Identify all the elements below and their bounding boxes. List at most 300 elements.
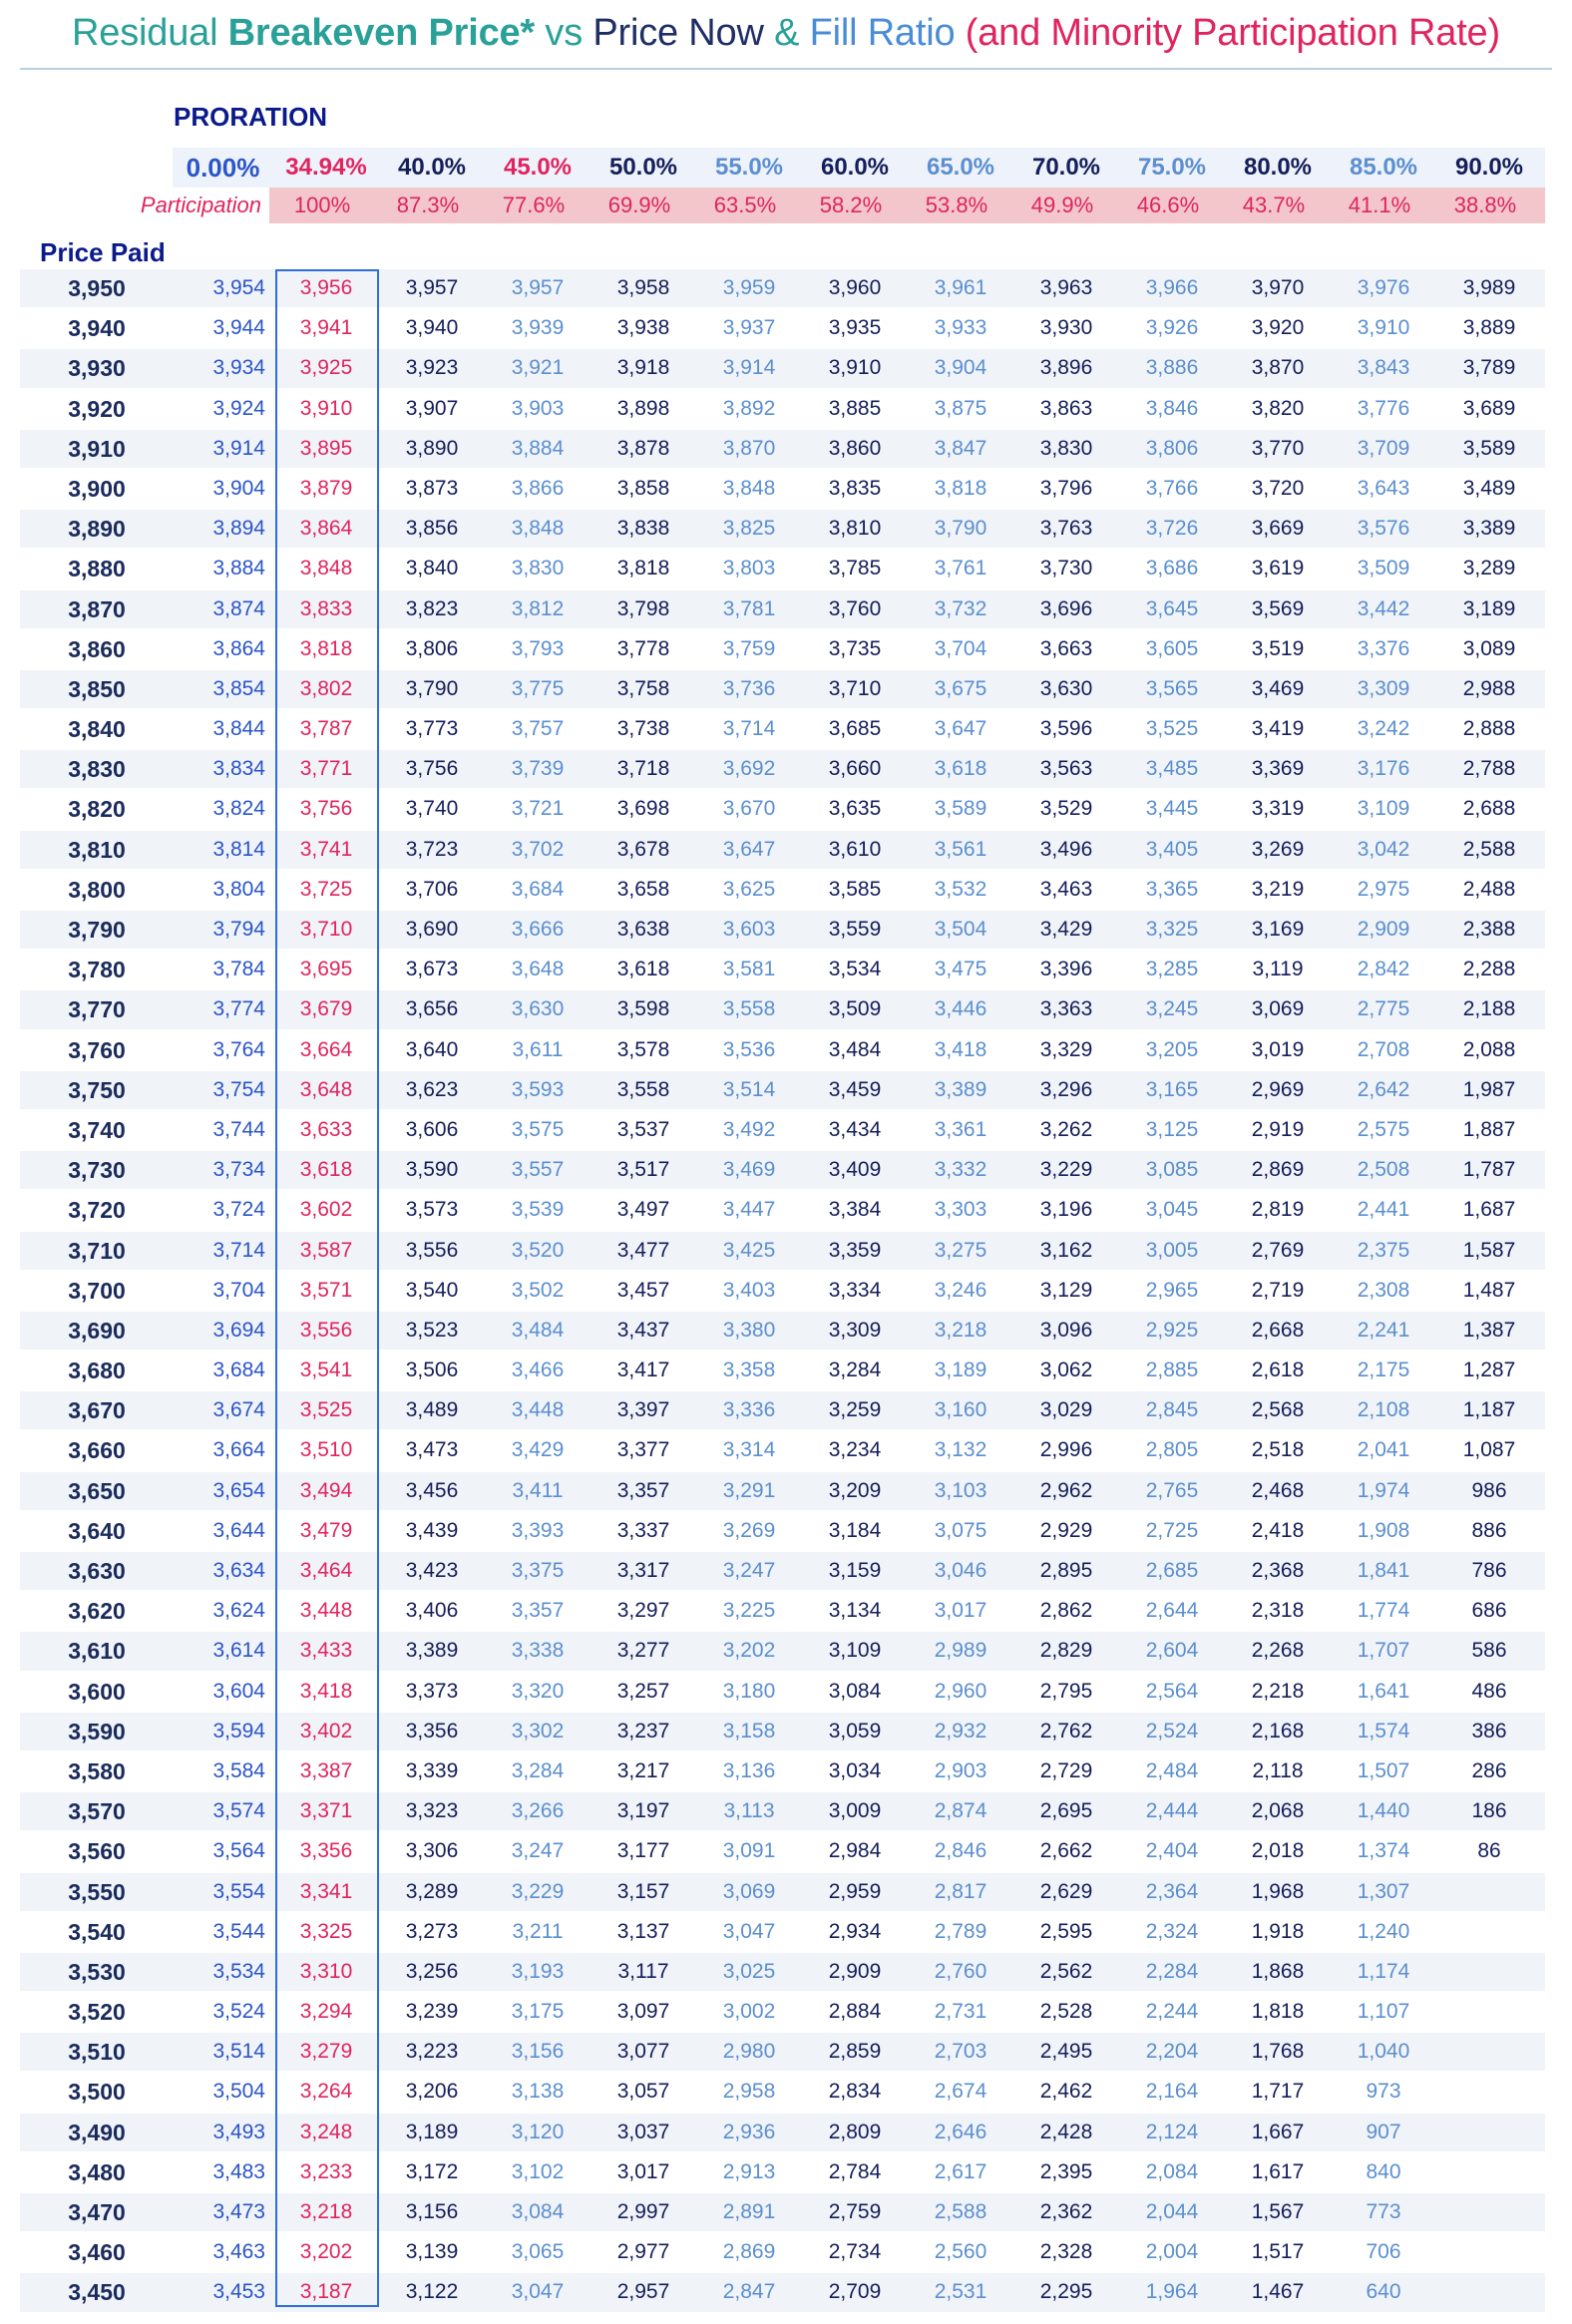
breakeven-value-cell: 3,075 [934,1518,987,1542]
breakeven-value-cell: 2,809 [828,2120,882,2143]
table-row [20,590,1545,630]
breakeven-value-cell: 3,492 [722,1117,776,1141]
breakeven-value-cell: 3,635 [828,797,882,821]
breakeven-value-cell: 3,062 [1039,1358,1093,1382]
breakeven-value-cell: 2,468 [1251,1478,1305,1502]
breakeven-value-cell: 2,884 [828,2000,882,2024]
breakeven-value-cell: 3,463 [212,2240,265,2264]
breakeven-value-cell: 3,483 [212,2159,265,2183]
breakeven-value-cell: 2,859 [828,2040,882,2064]
breakeven-value-cell: 3,798 [616,596,670,620]
breakeven-value-cell: 2,760 [934,1959,987,1983]
breakeven-value-cell: 3,961 [934,276,987,299]
breakeven-value-cell: 3,623 [405,1077,459,1101]
breakeven-value-cell: 3,248 [299,2120,353,2143]
breakeven-value-cell: 1,974 [1357,1478,1410,1502]
breakeven-value-cell: 3,818 [616,557,670,581]
breakeven-value-cell: 2,188 [1462,997,1516,1021]
breakeven-value-cell: 3,534 [828,958,882,981]
breakeven-value-cell: 3,823 [405,596,459,620]
price-paid-cell: 3,740 [68,1116,126,1143]
breakeven-value-cell: 3,429 [1039,918,1093,941]
breakeven-value-cell: 3,109 [828,1639,882,1663]
breakeven-value-cell: 3,596 [1039,717,1093,741]
breakeven-value-cell: 3,696 [1039,596,1093,620]
table-row [20,309,1545,349]
participation-cell: 77.6% [502,193,566,217]
price-paid-cell: 3,520 [68,1999,126,2026]
table-row [20,470,1545,510]
breakeven-value-cell: 3,957 [405,276,459,299]
price-paid-cell: 3,460 [68,2239,126,2266]
breakeven-value-cell: 3,339 [405,1758,459,1782]
breakeven-value-cell: 1,440 [1357,1799,1410,1823]
breakeven-value-cell: 3,119 [1252,958,1304,981]
breakeven-value-cell: 2,975 [1357,877,1410,901]
breakeven-value-cell: 2,909 [828,1959,882,1983]
breakeven-value-cell: 3,464 [299,1559,353,1582]
breakeven-value-cell: 3,603 [722,918,776,941]
breakeven-value-cell: 3,497 [616,1198,670,1222]
breakeven-value-cell: 3,763 [1039,517,1093,541]
breakeven-value-cell: 3,738 [616,717,670,741]
breakeven-value-cell: 3,804 [212,877,265,901]
participation-cell: 53.8% [925,193,988,217]
price-paid-cell: 3,620 [68,1598,126,1625]
table-row [20,349,1545,389]
breakeven-value-cell: 3,760 [828,596,882,620]
breakeven-value-cell: 3,864 [299,517,353,541]
breakeven-value-cell: 3,679 [299,997,353,1021]
breakeven-value-cell [1436,1873,1542,1911]
breakeven-value-cell: 3,818 [299,636,353,660]
breakeven-value-cell: 3,564 [212,1839,265,1863]
proration-header-cell: 40.0% [397,154,467,181]
table-row [20,2073,1545,2113]
breakeven-value-cell: 3,660 [828,757,882,781]
breakeven-value-cell: 2,759 [828,2200,882,2223]
breakeven-value-cell: 3,034 [828,1758,882,1782]
breakeven-value-cell: 3,654 [212,1478,265,1502]
breakeven-value-cell: 3,723 [405,837,459,861]
breakeven-value-cell: 3,939 [511,316,565,340]
breakeven-value-cell: 3,569 [1251,596,1305,620]
breakeven-value-cell: 3,297 [616,1599,670,1623]
breakeven-value-cell: 3,096 [1039,1318,1093,1342]
breakeven-value-cell: 3,556 [405,1238,459,1262]
price-paid-cell: 3,830 [68,756,126,783]
breakeven-value-cell: 3,479 [299,1518,353,1542]
breakeven-value-cell: 3,357 [511,1599,565,1623]
breakeven-value-cell: 3,159 [828,1559,882,1582]
breakeven-value-cell: 1,964 [1145,2280,1199,2304]
breakeven-value-cell [1436,2153,1542,2191]
breakeven-value-cell: 3,689 [1462,396,1516,420]
breakeven-value-cell: 2,996 [1039,1438,1093,1462]
breakeven-value-cell: 3,644 [212,1518,265,1542]
breakeven-value-cell: 3,247 [511,1839,565,1863]
breakeven-value-cell: 2,164 [1145,2080,1199,2104]
title-part-fill-ratio: Fill Ratio [809,12,956,54]
breakeven-value-cell: 3,825 [722,517,776,541]
breakeven-value-cell: 3,225 [722,1599,776,1623]
breakeven-value-cell: 386 [1471,1719,1507,1743]
breakeven-value-cell: 3,604 [212,1679,265,1703]
breakeven-value-cell: 3,656 [405,997,459,1021]
breakeven-value-cell: 3,376 [1357,636,1410,660]
price-paid-cell: 3,590 [68,1718,126,1744]
title-part-residual: Residual [72,12,228,54]
price-paid-cell: 3,510 [68,2039,126,2066]
breakeven-value-cell: 1,374 [1357,1839,1410,1863]
breakeven-value-cell: 3,643 [1357,476,1410,500]
breakeven-value-cell: 3,447 [722,1198,776,1222]
breakeven-value-cell: 3,202 [299,2240,353,2264]
breakeven-value-cell: 2,308 [1357,1278,1410,1302]
breakeven-value-cell: 3,860 [828,436,882,460]
title-part-breakeven: Breakeven Price* [227,12,536,54]
breakeven-value-cell: 3,820 [1251,396,1305,420]
participation-cell: 41.1% [1348,193,1411,217]
breakeven-value-cell: 3,618 [299,1158,353,1182]
breakeven-value-cell: 1,968 [1251,1879,1305,1903]
breakeven-value-cell: 3,172 [405,2159,459,2183]
breakeven-value-cell: 3,177 [616,1839,670,1863]
breakeven-value-cell: 3,874 [212,596,265,620]
breakeven-value-cell: 3,138 [511,2080,565,2104]
breakeven-value-cell: 3,630 [511,997,565,1021]
breakeven-value-cell: 1,567 [1251,2200,1305,2223]
breakeven-value-cell: 3,257 [616,1679,670,1703]
price-paid-cell: 3,820 [68,796,126,823]
breakeven-value-cell: 1,987 [1462,1077,1516,1101]
breakeven-value-cell: 3,907 [405,396,459,420]
breakeven-value-cell: 3,359 [828,1238,882,1262]
breakeven-value-cell: 3,524 [212,2000,265,2024]
breakeven-value-cell [1436,1993,1542,2031]
breakeven-value-cell: 3,442 [1357,596,1410,620]
table-row [20,2114,1545,2153]
proration-header-cell: 85.0% [1349,154,1418,181]
breakeven-value-cell: 3,509 [1357,557,1410,581]
breakeven-value-cell: 3,187 [299,2280,353,2304]
breakeven-value-cell: 2,644 [1145,1599,1199,1623]
breakeven-value-cell: 3,594 [212,1719,265,1743]
breakeven-value-cell: 2,428 [1039,2120,1093,2143]
breakeven-value-cell: 3,934 [212,356,265,380]
breakeven-value-cell: 3,904 [212,476,265,500]
breakeven-value-cell: 3,160 [934,1398,987,1422]
breakeven-value-cell: 2,444 [1145,1799,1199,1823]
breakeven-value-cell: 3,976 [1357,276,1410,299]
breakeven-value-cell: 3,291 [722,1478,776,1502]
breakeven-value-cell: 2,891 [722,2200,776,2223]
breakeven-value-cell: 3,843 [1357,356,1410,380]
breakeven-value-cell: 2,765 [1145,1478,1199,1502]
breakeven-value-cell: 3,109 [1357,797,1410,821]
breakeven-value-cell: 2,168 [1251,1719,1305,1743]
breakeven-value-cell: 3,918 [616,356,670,380]
breakeven-value-cell: 2,575 [1357,1117,1410,1141]
proration-header-cell: 75.0% [1137,154,1207,181]
proration-label: PRORATION [174,102,328,132]
participation-cell: 87.3% [396,193,460,217]
breakeven-value-cell: 3,277 [616,1639,670,1663]
breakeven-value-cell: 3,937 [722,316,776,340]
breakeven-value-cell: 486 [1471,1679,1507,1703]
breakeven-value-cell: 2,084 [1145,2159,1199,2183]
price-paid-cell: 3,780 [68,957,126,983]
breakeven-value-cell: 3,384 [828,1198,882,1222]
breakeven-value-cell: 3,209 [828,1478,882,1502]
breakeven-value-cell: 3,630 [1039,676,1093,700]
breakeven-value-cell: 3,406 [405,1599,459,1623]
breakeven-value-cell: 3,724 [212,1198,265,1222]
breakeven-value-cell: 3,284 [511,1758,565,1782]
breakeven-value-cell: 3,165 [1145,1077,1199,1101]
breakeven-value-cell: 3,720 [1251,476,1305,500]
breakeven-value-cell: 3,234 [828,1438,882,1462]
breakeven-value-cell: 3,285 [1145,958,1199,981]
breakeven-value-cell: 3,581 [722,958,776,981]
breakeven-value-cell: 3,957 [511,276,565,299]
breakeven-value-cell: 3,122 [405,2280,459,2304]
breakeven-value-cell: 3,196 [1039,1198,1093,1222]
price-paid-cell: 3,940 [68,315,126,342]
breakeven-value-cell: 2,108 [1357,1398,1410,1422]
breakeven-value-cell: 3,218 [299,2200,353,2223]
breakeven-value-cell: 3,611 [512,1037,564,1061]
breakeven-value-cell: 3,589 [934,797,987,821]
breakeven-value-cell: 3,069 [722,1879,776,1903]
breakeven-value-cell: 3,540 [405,1278,459,1302]
breakeven-value-cell: 2,775 [1357,997,1410,1021]
breakeven-value-cell: 3,920 [1251,316,1305,340]
table-row [20,871,1545,911]
breakeven-value-cell: 2,495 [1039,2040,1093,2064]
breakeven-value-cell: 2,618 [1251,1358,1305,1382]
breakeven-value-cell: 3,614 [212,1639,265,1663]
breakeven-value-cell: 3,336 [722,1398,776,1422]
breakeven-value-cell: 3,814 [212,837,265,861]
breakeven-value-cell: 3,695 [299,958,353,981]
breakeven-value-cell: 3,575 [511,1117,565,1141]
breakeven-value-cell: 2,789 [934,1919,987,1943]
breakeven-value-cell: 3,334 [828,1278,882,1302]
breakeven-value-cell: 586 [1471,1639,1507,1663]
breakeven-value-cell: 1,087 [1462,1438,1516,1462]
table-row [20,670,1545,710]
table-row [20,510,1545,550]
breakeven-value-cell: 1,307 [1357,1879,1410,1903]
breakeven-value-cell: 2,817 [934,1879,987,1903]
breakeven-value-cell: 3,296 [1039,1077,1093,1101]
table-row [20,2273,1545,2313]
breakeven-value-cell: 3,193 [511,1959,565,1983]
breakeven-value-cell: 3,970 [1251,276,1305,299]
breakeven-value-cell: 3,571 [299,1278,353,1302]
breakeven-value-cell: 3,489 [405,1398,459,1422]
breakeven-value-cell: 3,556 [299,1318,353,1342]
breakeven-value-cell: 2,508 [1357,1158,1410,1182]
breakeven-value-cell: 2,404 [1145,1839,1199,1863]
breakeven-value-cell: 3,489 [1462,476,1516,500]
breakeven-value-cell: 3,534 [212,1959,265,1983]
breakeven-value-cell: 3,889 [1462,316,1516,340]
breakeven-value-cell: 3,730 [1039,557,1093,581]
breakeven-value-cell: 3,536 [722,1037,776,1061]
breakeven-value-cell: 3,647 [934,717,987,741]
breakeven-value-cell: 3,184 [828,1518,882,1542]
breakeven-value-cell: 3,169 [1251,918,1305,941]
breakeven-value-cell: 3,739 [511,757,565,781]
proration-header-cell: 80.0% [1243,154,1313,181]
breakeven-value-cell: 2,695 [1039,1799,1093,1823]
table-row [20,1391,1545,1431]
breakeven-value-cell: 1,908 [1357,1518,1410,1542]
breakeven-value-cell: 2,805 [1145,1438,1199,1462]
price-paid-cell: 3,880 [68,556,126,582]
breakeven-value-cell: 3,158 [722,1719,776,1743]
price-paid-cell: 3,490 [68,2119,126,2145]
breakeven-value-cell: 3,633 [299,1117,353,1141]
breakeven-value-cell: 2,646 [934,2120,987,2143]
price-paid-cell: 3,580 [68,1757,126,1784]
breakeven-value-cell: 3,363 [1039,997,1093,1021]
breakeven-value-cell: 3,475 [934,958,987,981]
breakeven-value-cell: 3,914 [212,436,265,460]
table-row [20,1953,1545,1993]
table-row [20,1832,1545,1872]
breakeven-value-cell: 3,714 [212,1238,265,1262]
price-paid-cell: 3,720 [68,1197,126,1224]
breakeven-value-cell: 3,648 [511,958,565,981]
breakeven-value-cell: 3,273 [405,1919,459,1943]
breakeven-value-cell: 3,448 [511,1398,565,1422]
breakeven-value-cell: 3,477 [616,1238,670,1262]
breakeven-value-cell: 986 [1471,1478,1507,1502]
breakeven-value-cell: 3,019 [1251,1037,1305,1061]
breakeven-value-cell: 3,005 [1145,1238,1199,1262]
table-row [20,1792,1545,1832]
breakeven-value-cell: 3,219 [1251,877,1305,901]
breakeven-value-cell [1436,2073,1542,2111]
breakeven-value-cell: 2,441 [1357,1198,1410,1222]
proration-header-cell: 65.0% [926,154,995,181]
breakeven-value-cell: 3,824 [212,797,265,821]
breakeven-value-cell: 2,888 [1462,717,1516,741]
breakeven-value-cell: 3,365 [1145,877,1199,901]
breakeven-value-cell: 3,844 [212,717,265,741]
breakeven-value-cell: 2,784 [828,2159,882,2183]
breakeven-value-cell: 3,448 [299,1599,353,1623]
price-paid-cell: 3,870 [68,595,126,622]
breakeven-value-cell: 3,574 [212,1799,265,1823]
price-paid-cell: 3,760 [68,1036,126,1063]
breakeven-value-cell: 3,223 [405,2040,459,2064]
breakeven-value-cell: 1,841 [1357,1559,1410,1582]
breakeven-value-cell: 3,059 [828,1719,882,1743]
breakeven-value-cell: 3,870 [722,436,776,460]
breakeven-value-cell: 3,532 [934,877,987,901]
breakeven-value-cell: 3,175 [511,2000,565,2024]
breakeven-value-cell: 2,328 [1039,2240,1093,2264]
breakeven-value-cell: 3,559 [828,918,882,941]
breakeven-value-cell: 1,717 [1251,2080,1305,2104]
breakeven-value-cell: 3,361 [934,1117,987,1141]
breakeven-value-cell: 3,057 [616,2080,670,2104]
table-row [20,1472,1545,1512]
breakeven-value-cell: 2,068 [1251,1799,1305,1823]
table-row [20,710,1545,750]
breakeven-value-cell: 1,467 [1251,2280,1305,2304]
breakeven-value-cell: 2,862 [1039,1599,1093,1623]
breakeven-value-cell: 3,663 [1039,636,1093,660]
participation-cell: 100% [293,193,351,217]
breakeven-value-cell: 3,309 [1357,676,1410,700]
table-row [20,2033,1545,2073]
breakeven-value-cell: 3,302 [511,1719,565,1743]
breakeven-value-cell: 3,247 [722,1559,776,1582]
breakeven-value-cell: 3,698 [616,797,670,821]
breakeven-value-cell: 3,029 [1039,1398,1093,1422]
breakeven-value-cell: 3,373 [405,1679,459,1703]
breakeven-value-cell: 3,684 [212,1358,265,1382]
breakeven-value-cell: 2,703 [934,2040,987,2064]
breakeven-value-cell: 3,042 [1357,837,1410,861]
breakeven-value-cell: 2,708 [1357,1037,1410,1061]
table-row [20,1752,1545,1792]
breakeven-value-cell: 2,018 [1251,1839,1305,1863]
breakeven-value-cell: 3,389 [1462,517,1516,541]
table-row [20,430,1545,470]
breakeven-value-cell: 2,668 [1251,1318,1305,1342]
breakeven-value-cell: 2,929 [1039,1518,1093,1542]
table-row [20,1993,1545,2033]
breakeven-value-cell: 3,539 [511,1198,565,1222]
table-row [20,1151,1545,1191]
breakeven-value-cell: 2,842 [1357,958,1410,981]
breakeven-value-cell: 3,457 [616,1278,670,1302]
breakeven-value-cell: 3,009 [828,1799,882,1823]
breakeven-value-cell: 3,744 [212,1117,265,1141]
breakeven-value-cell: 3,189 [1462,596,1516,620]
breakeven-value-cell: 2,124 [1145,2120,1199,2143]
breakeven-value-cell: 907 [1366,2120,1401,2143]
breakeven-value-cell: 3,309 [828,1318,882,1342]
breakeven-value-cell: 3,678 [616,837,670,861]
breakeven-value-cell: 3,878 [616,436,670,460]
breakeven-value-cell: 3,446 [934,997,987,1021]
breakeven-value-cell: 3,896 [1039,356,1093,380]
proration-header-cell: 50.0% [608,154,678,181]
table-row [20,1272,1545,1312]
breakeven-value-cell: 3,910 [828,356,882,380]
breakeven-value-cell: 3,397 [616,1398,670,1422]
breakeven-value-cell: 3,523 [405,1318,459,1342]
breakeven-value-cell: 2,484 [1145,1758,1199,1782]
breakeven-value-cell: 2,932 [934,1719,987,1743]
title-divider [20,68,1552,70]
price-paid-cell: 3,630 [68,1558,126,1584]
participation-cells [269,188,1545,223]
breakeven-value-cell: 3,835 [828,476,882,500]
breakeven-value-cell: 3,377 [616,1438,670,1462]
proration-header-cell: 55.0% [714,154,784,181]
breakeven-value-cell: 3,403 [722,1278,776,1302]
breakeven-value-cell [1436,2033,1542,2071]
breakeven-value-cell: 3,319 [1251,797,1305,821]
